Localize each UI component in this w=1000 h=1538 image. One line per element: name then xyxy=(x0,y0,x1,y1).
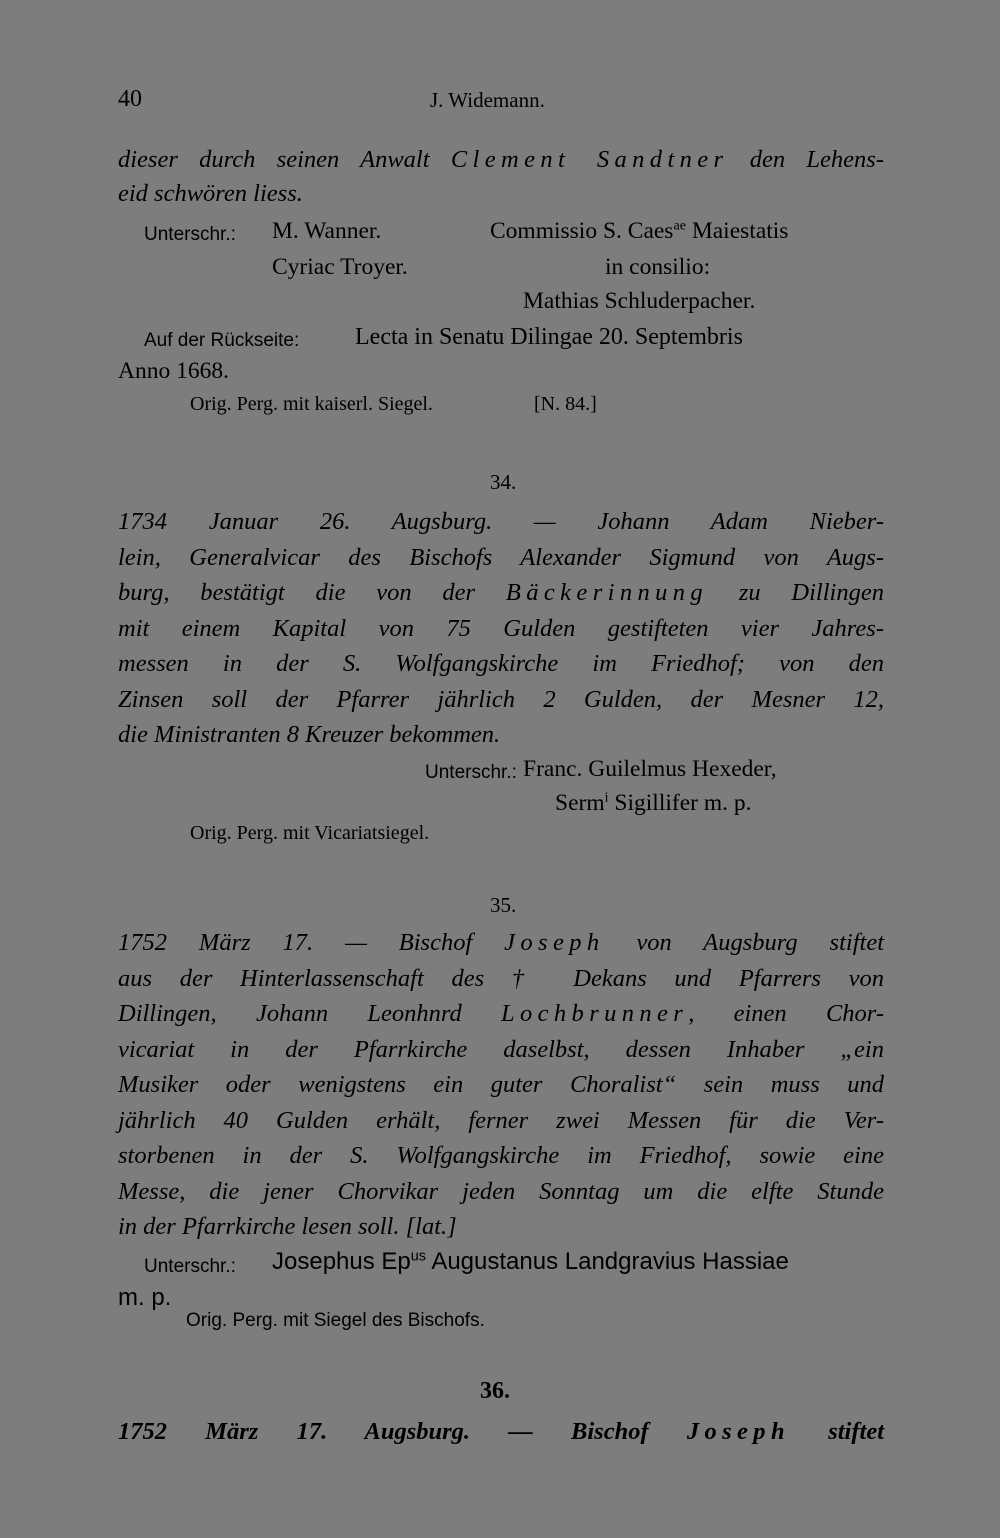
doc35-line-1: 1752 März 17. — Bischof Joseph von Augsburg stiftet xyxy=(118,929,884,956)
doc33-line-1: dieser durch seinen Anwalt Clement Sandtner den Lehens- xyxy=(118,146,884,173)
reverse-label: Auf der Rückseite: xyxy=(144,330,300,351)
doc34-line-1: 1734 Januar 26. Augsburg. — Johann Adam Nieber- xyxy=(118,508,884,535)
person-name: Clement Sandtner xyxy=(450,146,729,173)
signature-label: Unterschr.: xyxy=(144,224,236,245)
signature-continuation: m. p. xyxy=(118,1284,172,1311)
doc34-line-4: mit einem Kapital von 75 Gulden gestifteten vier Jahres- xyxy=(118,614,884,642)
spaced-name: Lochbrunner xyxy=(501,1000,689,1027)
anno-year: Anno 1668. xyxy=(118,358,229,384)
doc35-line-2: aus der Hinterlassenschaft des † Dekans und Pfarrers von xyxy=(118,964,884,992)
signatory-schluderpacher: Mathias Schluderpacher. xyxy=(523,288,756,314)
in-consilio: in consilio: xyxy=(605,254,711,280)
signatory-hexeder: Franc. Guilelmus Hexeder, xyxy=(523,756,777,782)
original-note: Orig. Perg. mit Vicariatsiegel. xyxy=(190,822,430,844)
spaced-name: Bäckerinnung xyxy=(505,579,709,606)
doc35-number: 35. xyxy=(490,893,517,917)
signatory-sigillifer: Serm$^i$ Sigillifer m. p. xyxy=(555,789,752,816)
doc34-line-6: Zinsen soll der Pfarrer jährlich 2 Gulden, der Mesner 12, xyxy=(118,685,884,713)
doc36-line-1: 1752 März 17. Augsburg. — Bischof Joseph stiftet xyxy=(118,1418,884,1445)
doc34-number: 34. xyxy=(490,470,517,494)
spaced-name: Joseph xyxy=(504,929,605,956)
original-note: Orig. Perg. mit kaiserl. Siegel. xyxy=(190,393,433,415)
signature-label: Unterschr.: xyxy=(425,762,517,783)
doc34-line-5: messen in der S. Wolfgangskirche im Friedhof; von den xyxy=(118,650,884,677)
archive-reference: [N. 84.] xyxy=(534,393,597,415)
doc34-line-3: burg, bestätigt die von der Bäckerinnung zu Dillingen xyxy=(118,579,884,606)
original-note: Orig. Perg. mit Siegel des Bischofs. xyxy=(186,1310,485,1331)
doc33-line-2: eid schwören liess. xyxy=(118,180,303,207)
signatory-bishop: Josephus $Ep^{us}$ Augustanus Landgravius Hassiae xyxy=(272,1248,789,1275)
doc36-number: 36. xyxy=(480,1378,510,1404)
commissio-line: Commissio S. Caes$^{ae}$ Maiestatis xyxy=(490,217,789,244)
doc34-line-7: die Ministranten 8 Kreuzer bekommen. xyxy=(118,721,501,748)
doc34-line-2: lein, Generalvicar des Bischofs Alexander Sigmund von Augs- xyxy=(118,543,884,571)
doc35-line-7: storbenen in der S. Wolfgangskirche im Friedhof, sowie eine xyxy=(118,1142,884,1169)
signatory-troyer: Cyriac Troyer. xyxy=(272,254,408,280)
doc35-line-5: Musiker oder wenigstens ein guter Choralist“ sein muss und xyxy=(118,1071,884,1098)
doc35-line-8: Messe, die jener Chorvikar jeden Sonntag um die elfte Stunde xyxy=(118,1177,884,1205)
person-name: Joseph xyxy=(686,1418,790,1445)
running-title: J. Widemann. xyxy=(430,88,545,112)
signature-label: Unterschr.: xyxy=(144,1256,236,1277)
doc35-line-6: jährlich 40 Gulden erhält, ferner zwei Messen für die Ver- xyxy=(118,1106,884,1134)
doc35-line-9: in der Pfarrkirche lesen soll. [lat.] xyxy=(118,1213,457,1240)
doc35-line-4: vicariat in der Pfarrkirche daselbst, dessen Inhaber „ein xyxy=(118,1035,884,1063)
page-number: 40 xyxy=(118,86,142,112)
reverse-text: Lecta in Senatu Dilingae 20. Septembris xyxy=(355,324,743,350)
signatory-wanner: M. Wanner. xyxy=(272,218,382,244)
doc35-line-3: Dillingen, Johann Leonhnrd Lochbrunner, einen Chor- xyxy=(118,1000,885,1027)
